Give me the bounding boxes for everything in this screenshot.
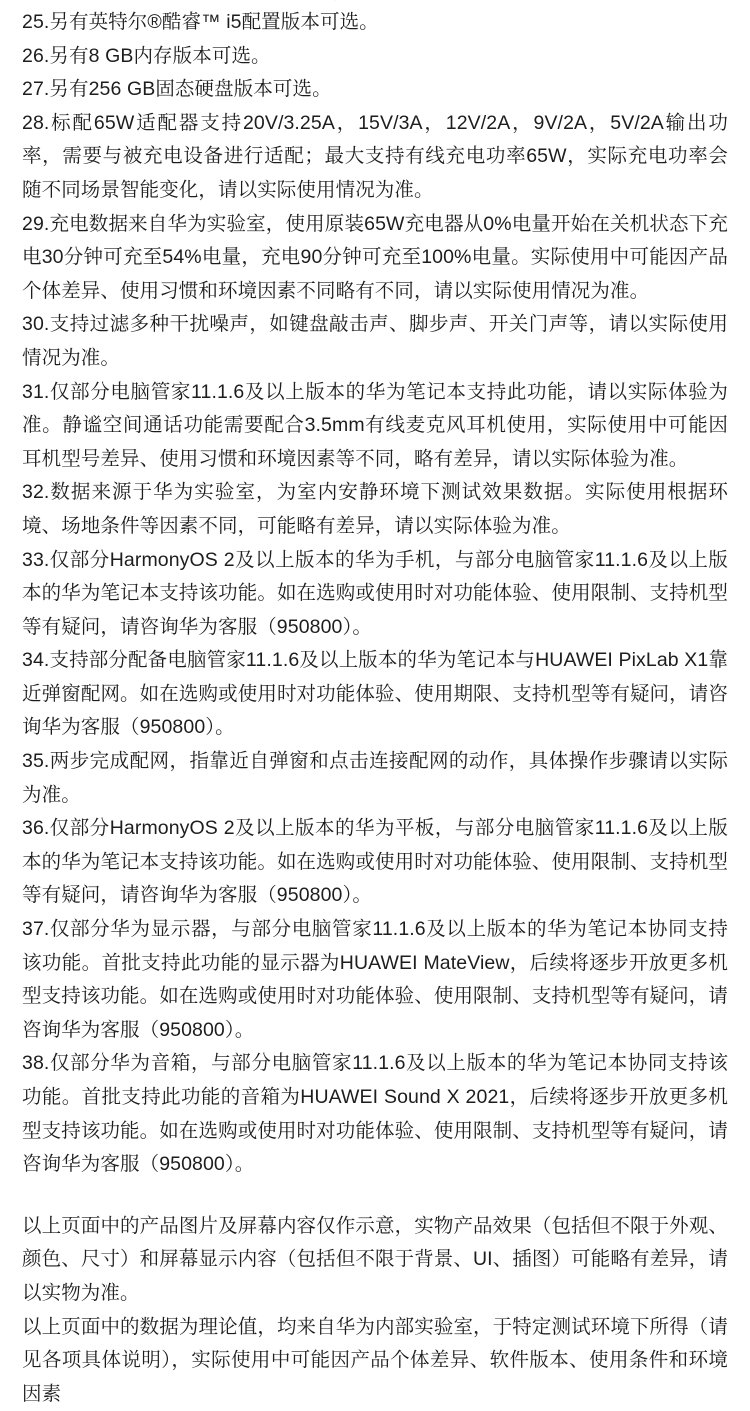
footnote-item: 38.仅部分华为音箱，与部分电脑管家11.1.6及以上版本的华为笔记本协同支持该功能。首批支持此功能的音箱为HUAWEI Sound X 2021，后续将逐步开放更多机型支持该功能。如在选购或使用时对功能体验、使用限制、支持机型等有疑问，请咨询华为客服（950800）。 xyxy=(22,1052,728,1176)
disclaimer-paragraph: 以上页面中的数据为理论值，均来自华为内部实验室，于特定测试环境下所得（请见各项具体说明），实际使用中可能因产品个体差异、软件版本、使用条件和环境因素 xyxy=(22,1315,728,1405)
clipped-top-line xyxy=(22,0,728,6)
disclaimer-block xyxy=(22,1210,728,1411)
section-spacer xyxy=(22,1182,728,1210)
partial-line-text xyxy=(22,0,728,7)
footnote-item: 26.另有8 GB内存版本可选。 xyxy=(22,44,271,67)
footnote-item: 32.数据来源于华为实验室，为室内安静环境下测试效果数据。实际使用根据环境、场地条件等因素不同，可能略有差异，请以实际体验为准。 xyxy=(22,481,728,537)
footnote-list xyxy=(22,6,728,1182)
footnote-item: 34.支持部分配备电脑管家11.1.6及以上版本的华为笔记本与HUAWEI PixLab X1靠近弹窗配网。如在选购或使用时对功能体验、使用期限、支持机型等有疑问，请咨询华为客服（950800）。 xyxy=(22,649,728,739)
disclaimer-paragraph: 以上页面中的产品图片及屏幕内容仅作示意，实物产品效果（包括但不限于外观、颜色、尺寸）和屏幕显示内容（包括但不限于背景、UI、插图）可能略有差异，请以实物为准。 xyxy=(22,1214,728,1304)
footnote-item: 33.仅部分HarmonyOS 2及以上版本的华为手机，与部分电脑管家11.1.6及以上版本的华为笔记本支持该功能。如在选购或使用时对功能体验、使用限制、支持机型等有疑问，请咨询华为客服（950800）。 xyxy=(22,548,728,638)
footnote-item: 29.充电数据来自华为实验室，使用原装65W充电器从0%电量开始在关机状态下充电30分钟可充至54%电量，充电90分钟可充至100%电量。实际使用中可能因产品个体差异、使用习惯和环境因素不同略有不同，请以实际使用情况为准。 xyxy=(22,212,728,302)
footnote-item: 37.仅部分华为显示器，与部分电脑管家11.1.6及以上版本的华为笔记本协同支持该功能。首批支持此功能的显示器为HUAWEI MateView，后续将逐步开放更多机型支持该功能。如在选购或使用时对功能体验、使用限制、支持机型等有疑问，请咨询华为客服（950800）。 xyxy=(22,918,728,1041)
footnote-item: 35.两步完成配网，指靠近自弹窗和点击连接配网的动作，具体操作步骤请以实际为准。 xyxy=(22,750,728,806)
footnote-item: 25.另有英特尔®酷睿™ i5配置版本可选。 xyxy=(22,11,379,33)
footnote-item: 31.仅部分电脑管家11.1.6及以上版本的华为笔记本支持此功能，请以实际体验为准。静谧空间通话功能需要配合3.5mm有线麦克风耳机使用，实际使用中可能因耳机型号差异、使用习惯和环境因素等不同，略有差异，请以实际体验为准。 xyxy=(22,380,728,470)
footnote-item: 30.支持过滤多种干扰噪声，如键盘敲击声、脚步声、开关门声等，请以实际使用情况为准。 xyxy=(22,313,728,369)
footnote-item: 27.另有256 GB固态硬盘版本可选。 xyxy=(22,78,332,101)
footnote-item: 28.标配65W适配器支持20V/3.25A，15V/3A，12V/2A，9V/2A，5V/2A输出功率，需要与被充电设备进行适配；最大支持有线充电功率65W，实际充电功率会随不同场景智能变化，请以实际使用情况为准。 xyxy=(22,111,728,201)
footnote-item: 36.仅部分HarmonyOS 2及以上版本的华为平板，与部分电脑管家11.1.6及以上版本的华为笔记本支持该功能。如在选购或使用时对功能体验、使用限制、支持机型等有疑问，请咨询华为客服（950800）。 xyxy=(22,817,728,907)
